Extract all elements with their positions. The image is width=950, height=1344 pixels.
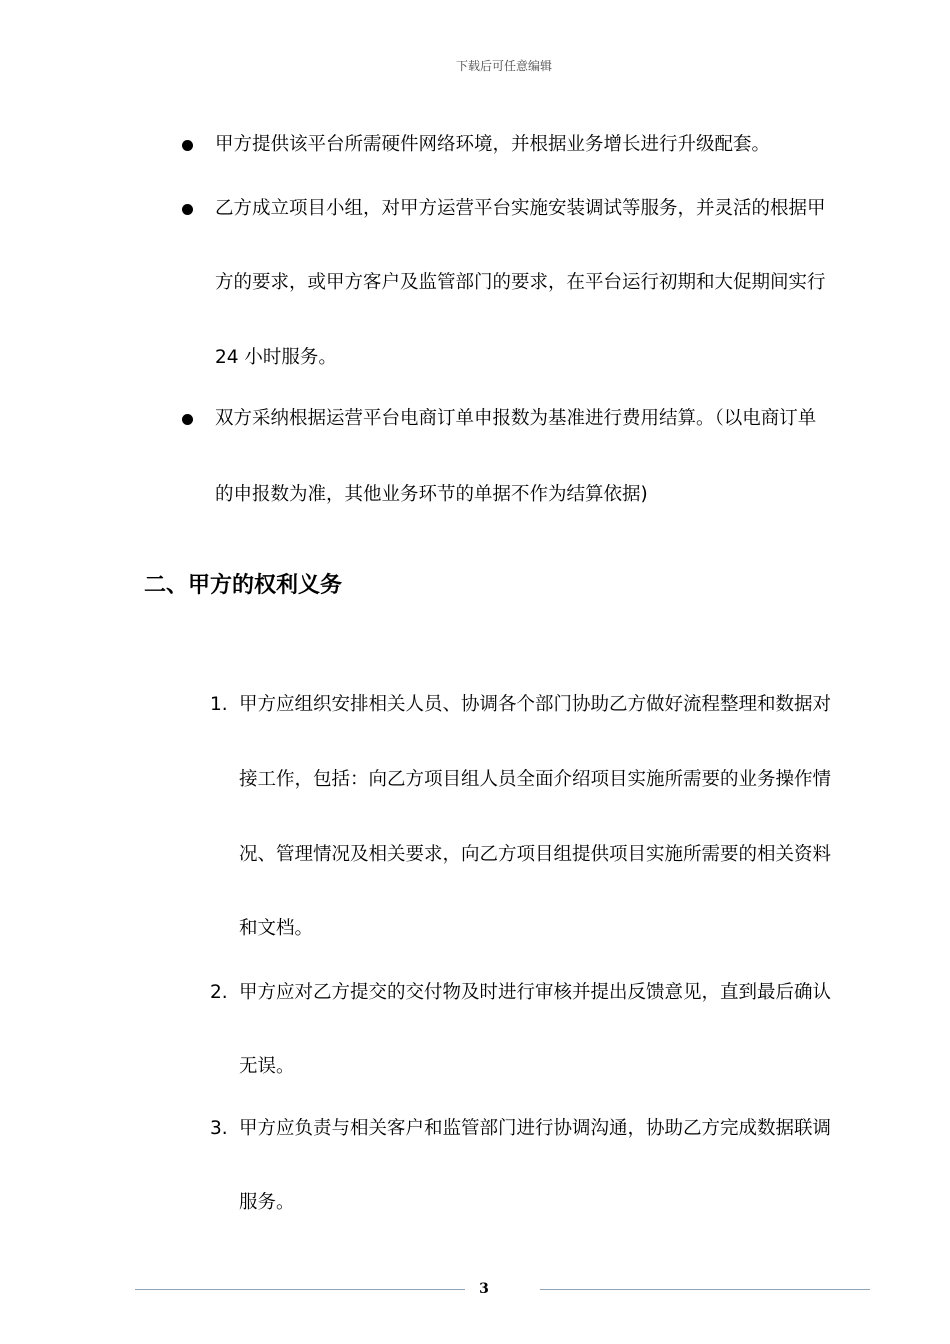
bullet-line: 24 小时服务。 (215, 347, 337, 368)
page-number: 3 (479, 1281, 489, 1297)
section-heading: 二、甲方的权利义务 (144, 573, 343, 598)
bullet-line: 乙方成立项目小组，对甲方运营平台实施安装调试等服务，并灵活的根据甲 (215, 198, 826, 219)
bullet-line: 双方采纳根据运营平台电商订单申报数为基准进行费用结算。（以电商订单 (215, 408, 817, 429)
footer-rule-left (135, 1289, 465, 1290)
numbered-line: 无误。 (239, 1056, 295, 1077)
item-number: 1. (210, 694, 228, 715)
item-number: 3. (210, 1118, 228, 1139)
bullet-dot (182, 414, 193, 425)
bullet-dot (182, 140, 193, 151)
numbered-line: 和文档。 (239, 918, 314, 939)
bullet-dot (182, 204, 193, 215)
header-note: 下载后可任意编辑 (455, 59, 552, 73)
numbered-line: 服务。 (239, 1192, 295, 1213)
bullet-line: 的申报数为准，其他业务环节的单据不作为结算依据) (215, 484, 648, 505)
item-number: 2. (210, 982, 228, 1003)
numbered-line: 况、管理情况及相关要求，向乙方项目组提供项目实施所需要的相关资料 (239, 844, 832, 865)
footer-rule-right (540, 1289, 870, 1290)
bullet-line: 甲方提供该平台所需硬件网络环境，并根据业务增长进行升级配套。 (215, 134, 771, 155)
bullet-line: 方的要求，或甲方客户及监管部门的要求，在平台运行初期和大促期间实行 (215, 272, 826, 293)
numbered-line: 甲方应对乙方提交的交付物及时进行审核并提出反馈意见，直到最后确认 (239, 982, 832, 1003)
numbered-line: 甲方应组织安排相关人员、协调各个部门协助乙方做好流程整理和数据对 (239, 694, 832, 715)
numbered-line: 接工作，包括：向乙方项目组人员全面介绍项目实施所需要的业务操作情 (239, 769, 832, 790)
numbered-line: 甲方应负责与相关客户和监管部门进行协调沟通，协助乙方完成数据联调 (239, 1118, 832, 1139)
